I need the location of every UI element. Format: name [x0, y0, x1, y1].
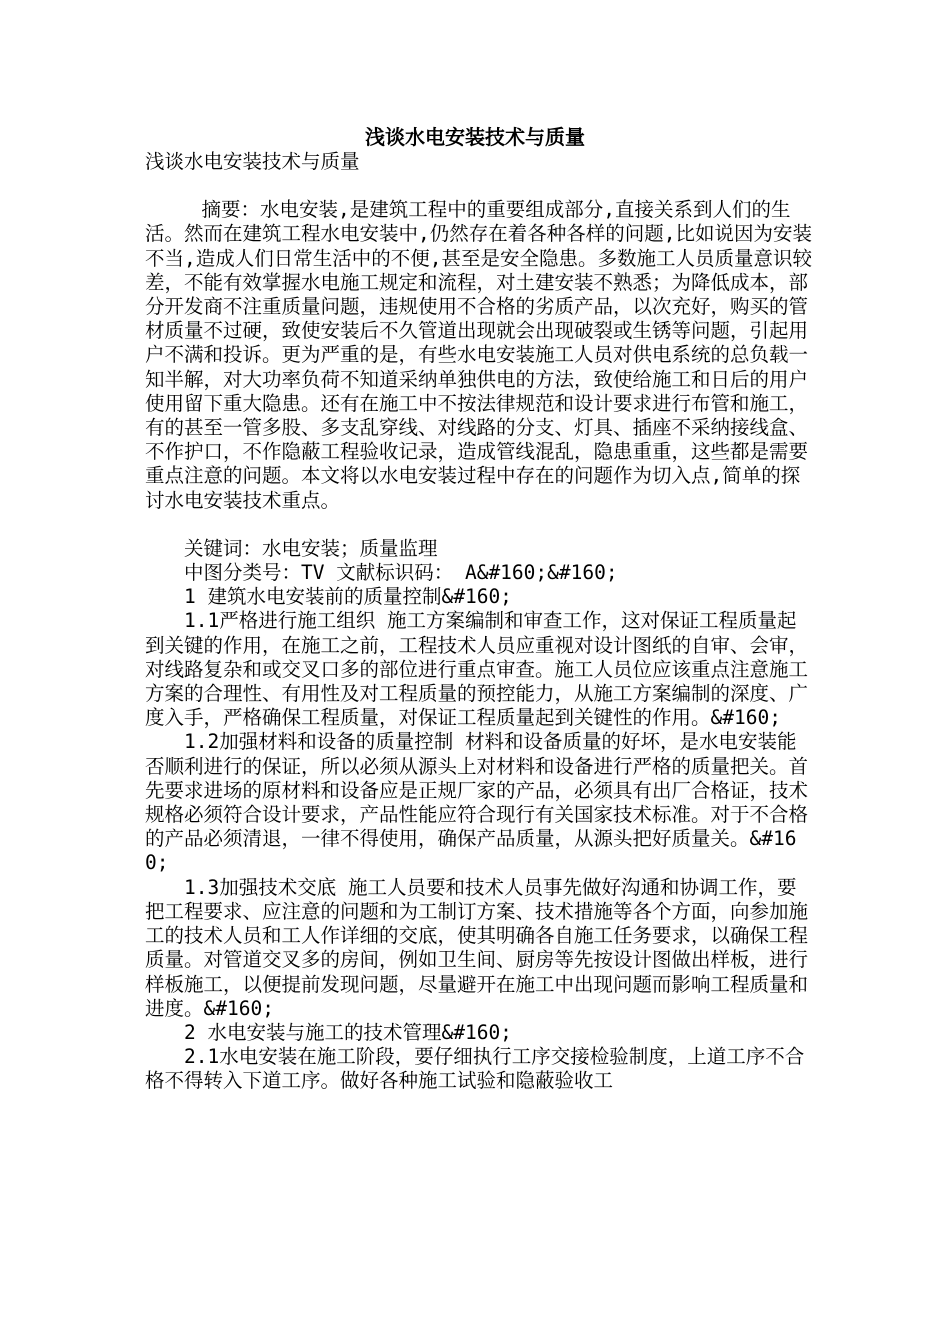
- section-1-heading: 1 建筑水电安装前的质量控制&#160;: [184, 585, 512, 609]
- paragraph-2-1: 2.1水电安装在施工阶段，要仔细执行工序交接检验制度，上道工序不合格不得转入下道工序。做好各种施工试验和隐蔽验收工: [145, 1045, 805, 1093]
- abstract-paragraph: 摘要：水电安装,是建筑工程中的重要组成部分,直接关系到人们的生活。然而在建筑工程水电安装中,仍然存在着各种各样的问题,比如说因为安装不当,造成人们日常生活中的不便,甚至是安全隐患。多数施工人员质量意识较差，不能有效掌握水电施工规定和流程，对土建安装不熟悉；为降低成本，部分开发商不注重质量问题，违规使用不合格的劣质产品，以次充好，购买的管材质量不过硬，致使安装后不久管道出现就会出现破裂或生锈等问题，引起用户不满和投诉。更为严重的是，有些水电安装施工人员对供电系统的总负载一知半解，对大功率负荷不知道采纳单独供电的方法，致使给施工和日后的用户使用留下重大隐患。还有在施工中不按法律规范和设计要求进行布管和施工，有的甚至一管多股、多支乱穿线、对线路的分支、灯具、插座不采纳接线盒、不作护口，不作隐蔽工程验收记录，造成管线混乱，隐患重重，这些都是需要重点注意的问题。本文将以水电安装过程中存在的问题作为切入点,简单的探讨水电安装技术重点。: [145, 198, 812, 512]
- paragraph-1-2: 1.2加强材料和设备的质量控制 材料和设备质量的好坏，是水电安装能否顺利进行的保证，所以必须从源头上对材料和设备进行严格的质量把关。首先要求进场的原材料和设备应是正规厂家的产品，必须具有出厂合格证，技术规格必须符合设计要求，产品性能应符合现行有关国家技术标准。对于不合格的产品必须清退，一律不得使用，确保产品质量，从源头把好质量关。&#160;: [145, 730, 809, 875]
- keywords-line: 关键词：水电安装；质量监理: [184, 536, 438, 560]
- document-body: [145, 150, 815, 1094]
- document-subtitle: 浅谈水电安装技术与质量: [145, 150, 360, 173]
- paragraph-1-1: 1.1严格进行施工组织 施工方案编制和审查工作，这对保证工程质量起到关键的作用，在施工之前，工程技术人员应重视对设计图纸的自审、会审，对线路复杂和或交叉口多的部位进行重点审查。施工人员位应该重点注意施工方案的合理性、有用性及对工程质量的预控能力，从施工方案编制的深度、广度入手，严格确保工程质量，对保证工程质量起到关键性的作用。&#160;: [145, 609, 809, 730]
- spacer: [145, 513, 815, 537]
- spacer: [145, 174, 815, 198]
- paragraph-1-3: 1.3加强技术交底 施工人员要和技术人员事先做好沟通和协调工作，要把工程要求、应注意的问题和为工制订方案、技术措施等各个方面，向参加施工的技术人员和工人作详细的交底，使其明确各自施工任务要求，以确保工程质量。对管道交叉多的房间，例如卫生间、厨房等先按设计图做出样板，进行样板施工，以便提前发现问题，尽量避开在施工中出现问题而影响工程质量和进度。&#160;: [145, 875, 809, 1020]
- document-title: 浅谈水电安装技术与质量: [365, 125, 585, 149]
- classification-line: 中图分类号：TV 文献标识码： A&#160;&#160;: [184, 561, 618, 585]
- section-2-heading: 2 水电安装与施工的技术管理&#160;: [184, 1020, 512, 1044]
